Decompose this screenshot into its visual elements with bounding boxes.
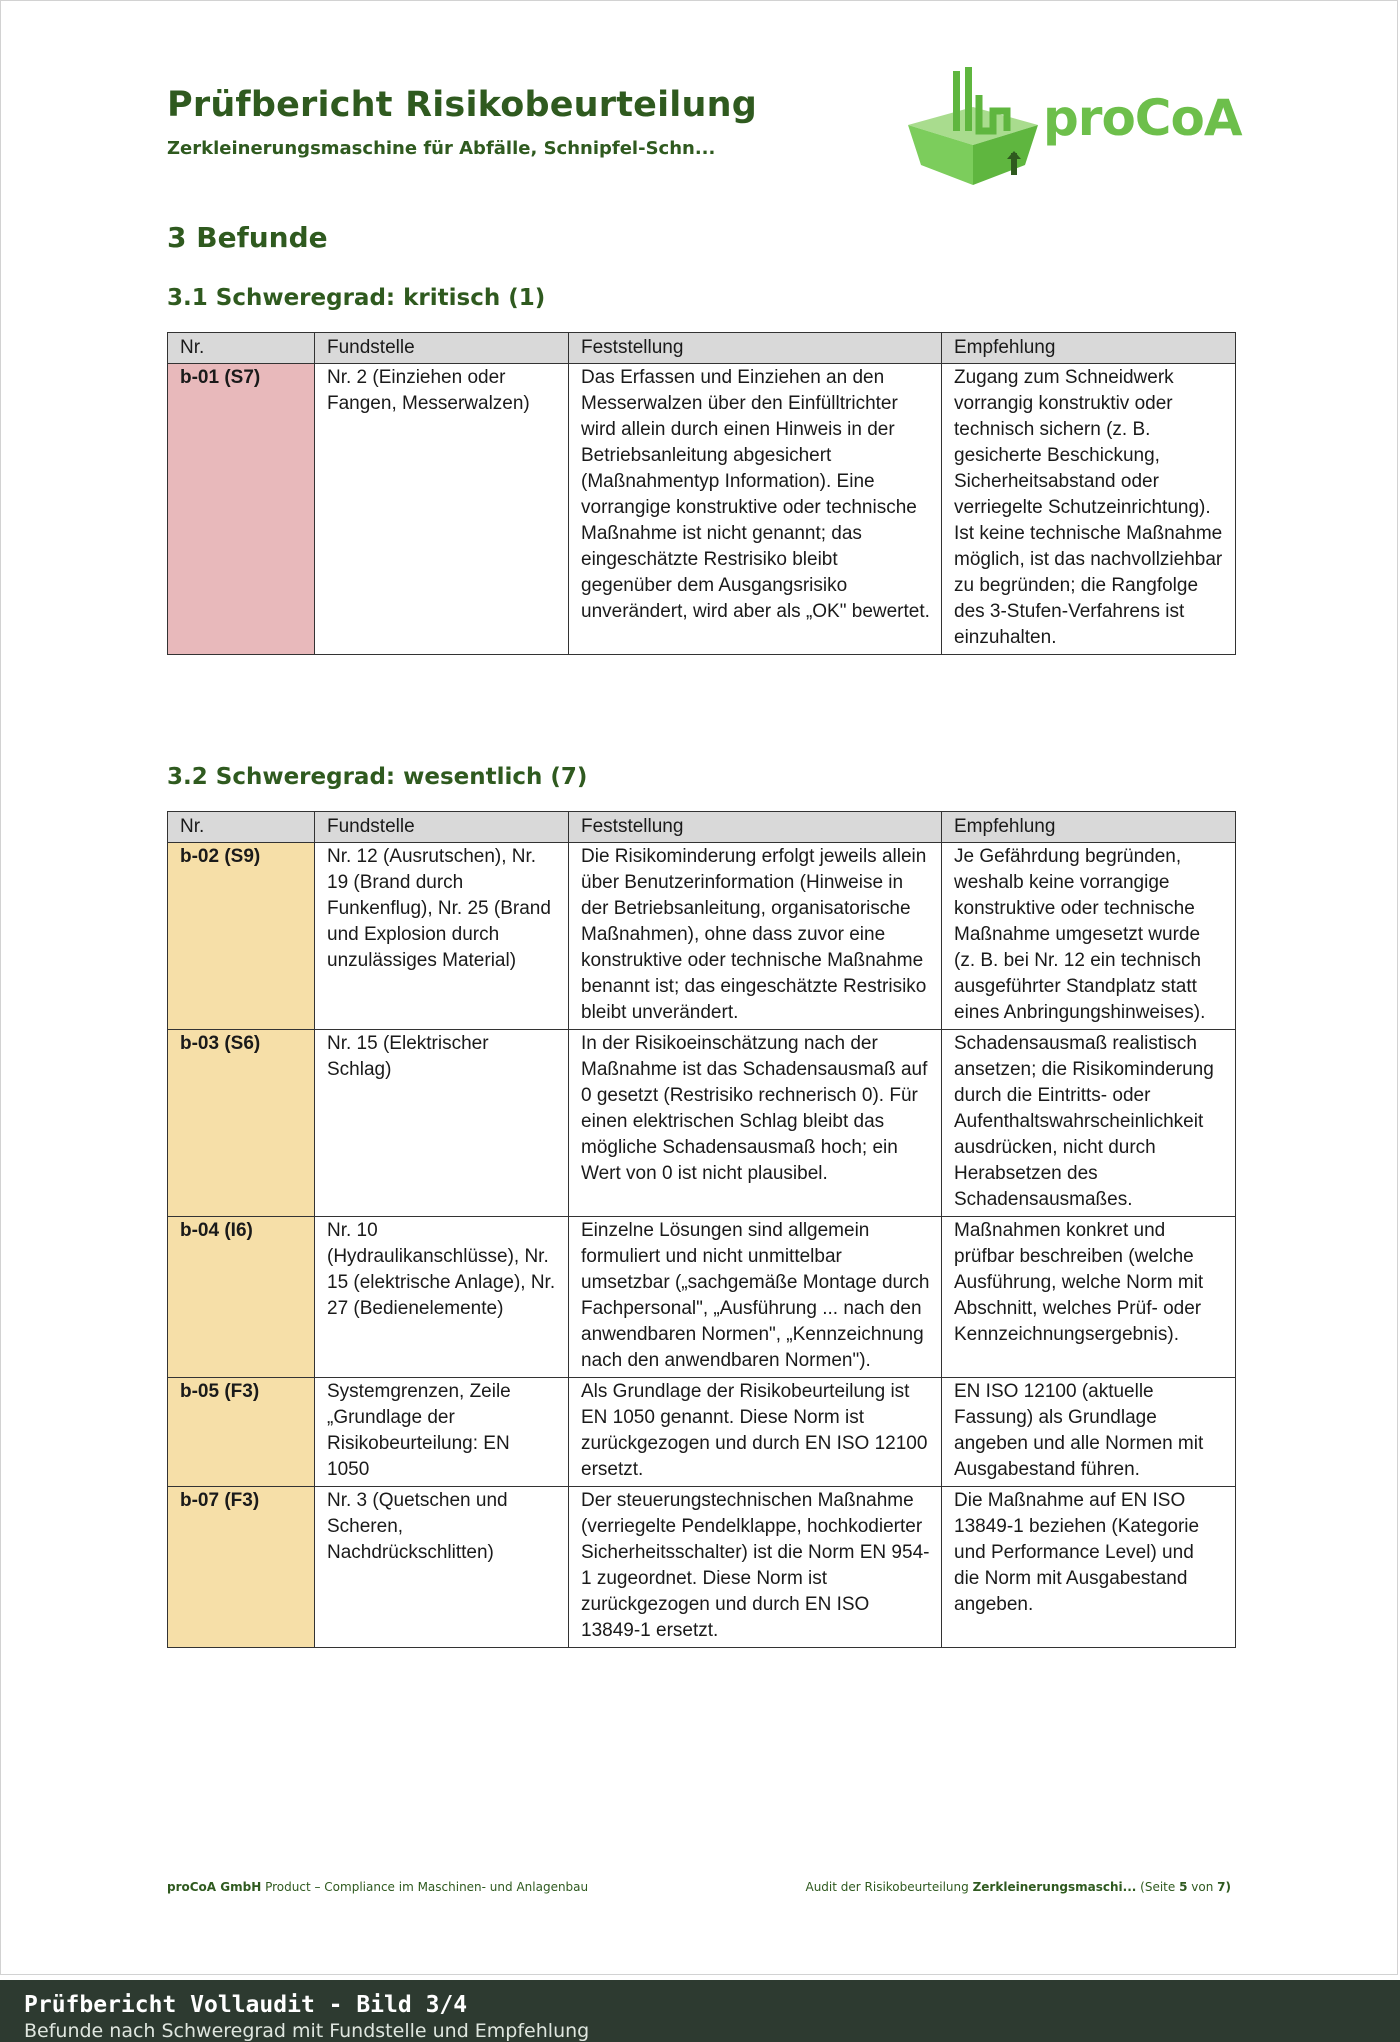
finding-fundstelle: Nr. 15 (Elektrischer Schlag) bbox=[315, 1030, 569, 1217]
caption-subtitle: Befunde nach Schweregrad mit Fundstelle und Empfehlung bbox=[24, 2020, 590, 2042]
finding-id: b-03 (S6) bbox=[168, 1030, 315, 1217]
finding-feststellung: Das Erfassen und Einziehen an den Messerwalzen über den Einfülltrichter wird allein durch einen Hinweis in der Betriebsanleitung abgesichert (Maßnahmentyp Information). Eine vorrangige konstruktive oder technische Maßnahme ist nicht genannt; das eingeschätzte Restrisiko bleibt gegenüber dem Ausgangsrisiko unverändert, wird aber als „OK" bewertet. bbox=[569, 364, 942, 655]
finding-id: b-04 (I6) bbox=[168, 1217, 315, 1378]
table-row bbox=[168, 1487, 1236, 1648]
footer-audit-object: Zerkleinerungsmaschi... bbox=[972, 1880, 1137, 1894]
footer-page-total: 7) bbox=[1217, 1880, 1231, 1894]
footer-page-prefix: (Seite bbox=[1140, 1880, 1176, 1894]
finding-fundstelle: Systemgrenzen, Zeile „Grundlage der Risikobeurteilung: EN 1050 bbox=[315, 1378, 569, 1487]
footer-company-name: proCoA GmbH bbox=[167, 1880, 262, 1894]
caption-title: Prüfbericht Vollaudit - Bild 3/4 bbox=[24, 1992, 468, 2018]
finding-feststellung: Die Risikominderung erfolgt jeweils allein über Benutzerinformation (Hinweise in der Betriebsanleitung, organisatorische Maßnahmen), ohne dass zuvor eine konstruktive oder technische Maßnahme benannt ist; das eingeschätzte Restrisiko bleibt unverändert. bbox=[569, 843, 942, 1030]
column-header-empfehlung: Empfehlung bbox=[942, 333, 1236, 364]
column-header-feststellung: Feststellung bbox=[569, 812, 942, 843]
footer-page-of: von bbox=[1191, 1880, 1214, 1894]
finding-feststellung: Der steuerungstechnischen Maßnahme (verriegelte Pendelklappe, hochkodierter Sicherheitsschalter) ist die Norm EN 954-1 zugeordnet. Diese Norm ist zurückgezogen und durch EN ISO 13849-1 ersetzt. bbox=[569, 1487, 942, 1648]
finding-feststellung: Einzelne Lösungen sind allgemein formuliert und nicht unmittelbar umsetzbar („sachgemäße Montage durch Fachpersonal", „Ausführung ... nach den anwendbaren Normen", „Kennzeichnung nach den anwendbaren Normen"). bbox=[569, 1217, 942, 1378]
column-header-empfehlung: Empfehlung bbox=[942, 812, 1236, 843]
table-row bbox=[168, 1378, 1236, 1487]
finding-id: b-07 (F3) bbox=[168, 1487, 315, 1648]
column-header-fundstelle: Fundstelle bbox=[315, 812, 569, 843]
finding-empfehlung: Je Gefährdung begründen, weshalb keine vorrangige konstruktive oder technische Maßnahme umgesetzt wurde (z. B. bei Nr. 12 ein technisch ausgeführter Standplatz statt eines Anbringungshinweises). bbox=[942, 843, 1236, 1030]
finding-fundstelle: Nr. 12 (Ausrutschen), Nr. 19 (Brand durch Funkenflug), Nr. 25 (Brand und Explosion durch unzulässiges Material) bbox=[315, 843, 569, 1030]
finding-feststellung: In der Risikoeinschätzung nach der Maßnahme ist das Schadensausmaß auf 0 gesetzt (Restrisiko rechnerisch 0). Für einen elektrischen Schlag bleibt das mögliche Schadensausmaß hoch; ein Wert von 0 ist nicht plausibel. bbox=[569, 1030, 942, 1217]
critical-heading: 3.1 Schweregrad: kritisch (1) bbox=[167, 285, 546, 311]
column-header-fundstelle: Fundstelle bbox=[315, 333, 569, 364]
finding-id: b-02 (S9) bbox=[168, 843, 315, 1030]
column-header-nr: Nr. bbox=[168, 812, 315, 843]
finding-empfehlung: EN ISO 12100 (aktuelle Fassung) als Grundlage angeben und alle Normen mit Ausgabestand führen. bbox=[942, 1378, 1236, 1487]
finding-empfehlung: Die Maßnahme auf EN ISO 13849-1 beziehen (Kategorie und Performance Level) und die Norm mit Ausgabestand angeben. bbox=[942, 1487, 1236, 1648]
table-header-row bbox=[168, 812, 1236, 843]
footer-audit-prefix: Audit der Risikobeurteilung bbox=[805, 1880, 969, 1894]
footer-tagline: Product – Compliance im Maschinen- und Anlagenbau bbox=[265, 1880, 589, 1894]
finding-id: b-01 (S7) bbox=[168, 364, 315, 655]
column-header-feststellung: Feststellung bbox=[569, 333, 942, 364]
table-row bbox=[168, 1030, 1236, 1217]
footer-page-current: 5 bbox=[1179, 1880, 1188, 1894]
finding-id: b-05 (F3) bbox=[168, 1378, 315, 1487]
finding-empfehlung: Maßnahmen konkret und prüfbar beschreiben (welche Ausführung, welche Norm mit Abschnitt, welches Prüf- oder Kennzeichnungsergebnis). bbox=[942, 1217, 1236, 1378]
finding-fundstelle: Nr. 2 (Einziehen oder Fangen, Messerwalzen) bbox=[315, 364, 569, 655]
significant-heading: 3.2 Schweregrad: wesentlich (7) bbox=[167, 764, 588, 790]
column-header-nr: Nr. bbox=[168, 333, 315, 364]
critical-findings-table bbox=[167, 332, 1236, 655]
finding-fundstelle: Nr. 3 (Quetschen und Scheren, Nachdrückschlitten) bbox=[315, 1487, 569, 1648]
caption-bar bbox=[0, 1980, 1400, 2042]
table-row bbox=[168, 1217, 1236, 1378]
footer-company bbox=[167, 1880, 588, 1894]
footer-audit-info bbox=[805, 1880, 1231, 1894]
finding-empfehlung: Schadensausmaß realistisch ansetzen; die Risikominderung durch die Eintritts- oder Aufenthaltswahrscheinlichkeit ausdrücken, nicht durch Herabsetzen des Schadensausmaßes. bbox=[942, 1030, 1236, 1217]
logo-wordmark: proCoA bbox=[1043, 89, 1242, 147]
significant-findings-table bbox=[167, 811, 1236, 1648]
finding-fundstelle: Nr. 10 (Hydraulikanschlüsse), Nr. 15 (elektrische Anlage), Nr. 27 (Bedienelemente) bbox=[315, 1217, 569, 1378]
cube-icon bbox=[903, 67, 1043, 187]
table-row bbox=[168, 364, 1236, 655]
procoa-logo bbox=[903, 67, 1242, 187]
finding-empfehlung: Zugang zum Schneidwerk vorrangig konstruktiv oder technisch sichern (z. B. gesicherte Beschickung, Sicherheitsabstand oder verriegelte Schutzeinrichtung). Ist keine technische Maßnahme möglich, ist das nachvollziehbar zu begründen; die Rangfolge des 3-Stufen-Verfahrens ist einzuhalten. bbox=[942, 364, 1236, 655]
finding-feststellung: Als Grundlage der Risikobeurteilung ist EN 1050 genannt. Diese Norm ist zurückgezogen und durch EN ISO 12100 ersetzt. bbox=[569, 1378, 942, 1487]
report-title: Prüfbericht Risikobeurteilung bbox=[167, 85, 757, 125]
table-row bbox=[168, 843, 1236, 1030]
section-title: 3 Befunde bbox=[167, 221, 328, 254]
table-header-row bbox=[168, 333, 1236, 364]
report-subtitle: Zerkleinerungsmaschine für Abfälle, Schnipfel-Schn... bbox=[167, 138, 716, 159]
